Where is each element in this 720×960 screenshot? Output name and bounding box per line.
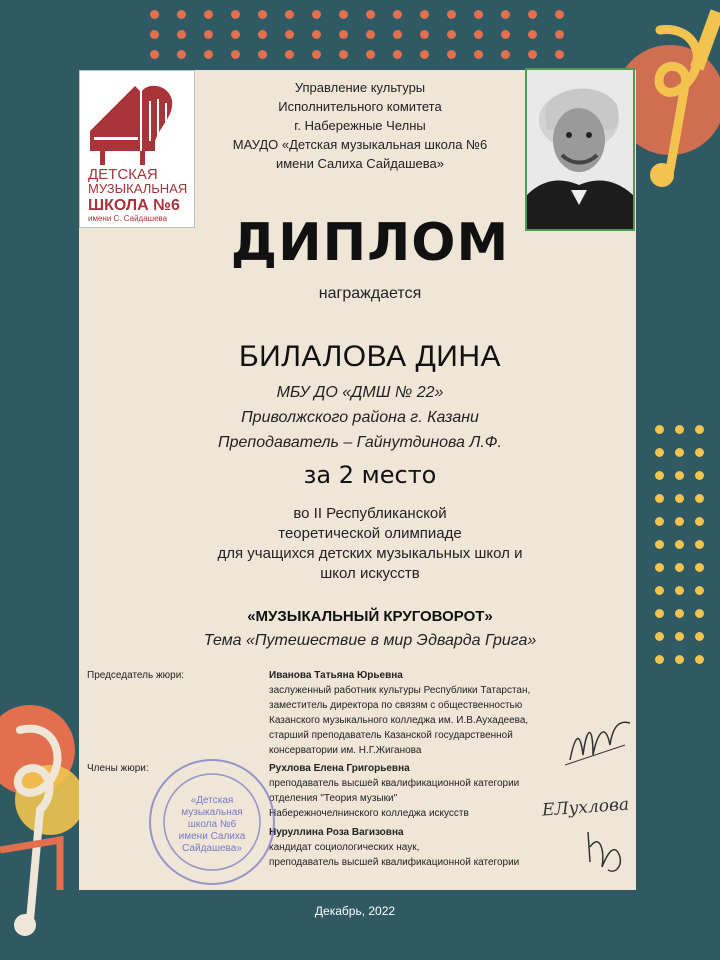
decorative-dot <box>655 448 664 457</box>
decorative-dot <box>675 586 684 595</box>
logo-line4: имени С. Сайдашева <box>88 214 168 223</box>
decorative-dot <box>675 448 684 457</box>
org-line: Управление культуры <box>294 80 426 95</box>
organization-header <box>200 78 520 173</box>
decorative-dot <box>258 50 267 59</box>
jury-chair-detail: консерватории им. Н.Г.Жиганова <box>269 745 422 756</box>
decorative-dot <box>177 10 186 19</box>
decorative-dot <box>675 655 684 664</box>
olympiad-line: во II Республиканской <box>293 505 447 522</box>
school-line: МБУ ДО «ДМШ № 22» <box>276 384 444 401</box>
chair-signature <box>565 715 635 770</box>
org-line: Исполнительного комитета <box>278 99 442 114</box>
decorative-dot <box>366 30 375 39</box>
decorative-dot <box>501 10 510 19</box>
decorative-dot <box>675 563 684 572</box>
decorative-dot <box>675 471 684 480</box>
decorative-dot <box>655 517 664 526</box>
school-line: Приволжского района г. Казани <box>241 409 479 426</box>
jury-member-detail: отделения "Теория музыки" <box>269 793 398 804</box>
decorative-dot <box>150 50 159 59</box>
school-info <box>130 380 590 455</box>
decorative-dot <box>555 30 564 39</box>
decorative-dot <box>258 30 267 39</box>
jury-members-label: Члены жюри: <box>87 763 149 774</box>
olympiad-theme: Тема «Путешествие в мир Эдварда Грига» <box>203 632 537 649</box>
decorative-dot <box>655 471 664 480</box>
decorative-dot <box>204 50 213 59</box>
decorative-dot <box>150 30 159 39</box>
decorative-dot <box>447 10 456 19</box>
decorative-dot <box>675 540 684 549</box>
portrait-image-icon <box>527 70 633 229</box>
decorative-dot <box>695 448 704 457</box>
decorative-dot <box>420 30 429 39</box>
logo-line2: МУЗЫКАЛЬНАЯ <box>88 181 188 196</box>
jury-member-name: Рухлова Елена Григорьевна <box>269 763 410 774</box>
olympiad-name: «МУЗЫКАЛЬНЫЙ КРУГОВОРОТ» <box>247 608 493 625</box>
decorative-dot <box>655 563 664 572</box>
decorative-dot <box>695 632 704 641</box>
awarded-label: награждается <box>318 285 422 302</box>
place-award: за 2 место <box>303 461 437 489</box>
decorative-dot <box>420 50 429 59</box>
decorative-dot <box>528 10 537 19</box>
decorative-dot <box>675 517 684 526</box>
decorative-dot <box>655 540 664 549</box>
jury-chair-name: Иванова Татьяна Юрьевна <box>269 670 403 681</box>
decorative-dot <box>695 609 704 618</box>
jury-chair-detail: заслуженный работник культуры Республики Татарстан, <box>269 685 531 696</box>
official-stamp <box>145 755 280 890</box>
logo-line3: ШКОЛА №6 <box>88 197 180 214</box>
decorative-dot <box>675 494 684 503</box>
decorative-dot <box>312 50 321 59</box>
decorative-dot <box>312 30 321 39</box>
decorative-dot <box>177 30 186 39</box>
jury-chair-label: Председатель жюри: <box>87 670 185 681</box>
composer-portrait <box>525 68 635 231</box>
decorative-dot <box>285 50 294 59</box>
jury-member-detail: преподаватель высшей квалификационной категории <box>269 778 520 789</box>
decorative-dot <box>285 10 294 19</box>
stamp-line: Сайдашева» <box>182 843 242 854</box>
logo-line1: ДЕТСКАЯ <box>88 166 158 183</box>
org-line: имени Салиха Сайдашева» <box>275 156 444 171</box>
decorative-dot <box>675 632 684 641</box>
decorative-dot <box>501 50 510 59</box>
decorative-dot <box>675 425 684 434</box>
member1-signature-text: ЕЛухлова <box>541 794 630 821</box>
decorative-dot <box>675 609 684 618</box>
decorative-dot <box>339 10 348 19</box>
jury-member-2 <box>269 825 619 870</box>
olympiad-line: для учащихся детских музыкальных школ и <box>217 545 523 562</box>
org-line: МАУДО «Детская музыкальная школа №6 <box>232 137 488 152</box>
olympiad-line: теоретической олимпиаде <box>278 525 462 542</box>
decorative-dot <box>150 10 159 19</box>
decorative-dot <box>474 50 483 59</box>
member2-signature <box>580 822 630 877</box>
decorative-dot <box>528 50 537 59</box>
decorative-dot <box>366 10 375 19</box>
decorative-dot <box>695 471 704 480</box>
decorative-dot <box>204 30 213 39</box>
stamp-line: музыкальная <box>181 807 243 818</box>
jury-member-detail: кандидат социологических наук, <box>269 842 420 853</box>
decorative-dot <box>420 10 429 19</box>
piano-logo-icon <box>80 71 194 227</box>
decorative-dot <box>339 50 348 59</box>
decorative-dot <box>447 50 456 59</box>
decorative-dot <box>695 494 704 503</box>
jury-member-name: Нуруллина Роза Вагизовна <box>269 827 404 838</box>
decorative-dot <box>447 30 456 39</box>
decorative-dot <box>695 540 704 549</box>
olympiad-info <box>165 504 575 584</box>
decorative-dot <box>231 10 240 19</box>
decorative-dot <box>231 30 240 39</box>
stamp-line: школа №6 <box>187 819 237 830</box>
music-notes-decoration-bottom-left <box>0 690 80 960</box>
stamp-line: «Детская <box>190 795 234 806</box>
decorative-dot <box>695 586 704 595</box>
decorative-dot <box>695 425 704 434</box>
decorative-dot <box>393 10 402 19</box>
decorative-dot <box>695 563 704 572</box>
org-line: г. Набережные Челны <box>294 118 426 133</box>
decorative-dot <box>655 586 664 595</box>
decorative-dot <box>177 50 186 59</box>
decorative-dot <box>204 10 213 19</box>
school-logo <box>79 70 195 228</box>
decorative-dot <box>655 632 664 641</box>
decorative-dot <box>393 50 402 59</box>
decorative-dot <box>285 30 294 39</box>
school-line: Преподаватель – Гайнутдинова Л.Ф. <box>218 434 502 451</box>
decorative-dot <box>366 50 375 59</box>
decorative-dot <box>474 30 483 39</box>
decorative-dot <box>655 609 664 618</box>
jury-chair-detail: заместитель директора по связям с общественностью <box>269 700 523 711</box>
jury-chair-detail: Казанского музыкального колледжа им. И.В.Аухадеева, <box>269 715 529 726</box>
recipient-name: БИЛАЛОВА ДИНА <box>238 340 502 373</box>
decorative-dot <box>231 50 240 59</box>
stamp-line: имени Салиха <box>178 831 246 842</box>
jury-member-detail: преподаватель высшей квалификационной категории <box>269 857 520 868</box>
decorative-dot <box>555 50 564 59</box>
decorative-dot <box>655 425 664 434</box>
diploma-title: ДИПЛОМ <box>230 213 510 273</box>
decorative-dot <box>339 30 348 39</box>
decorative-dot <box>528 30 537 39</box>
issue-date: Декабрь, 2022 <box>314 904 396 918</box>
decorative-dot <box>695 517 704 526</box>
decorative-dot <box>393 30 402 39</box>
jury-chair-detail: старший преподаватель Казанской государственной <box>269 730 513 741</box>
decorative-dot <box>474 10 483 19</box>
decorative-dot <box>655 655 664 664</box>
decorative-dot <box>258 10 267 19</box>
decorative-dot <box>555 10 564 19</box>
decorative-dot <box>312 10 321 19</box>
jury-member-detail: Набережночелнинского колледжа искусств <box>269 808 469 819</box>
olympiad-line: школ искусств <box>320 565 420 582</box>
decorative-dot <box>655 494 664 503</box>
decorative-dot <box>695 655 704 664</box>
decorative-dot <box>501 30 510 39</box>
